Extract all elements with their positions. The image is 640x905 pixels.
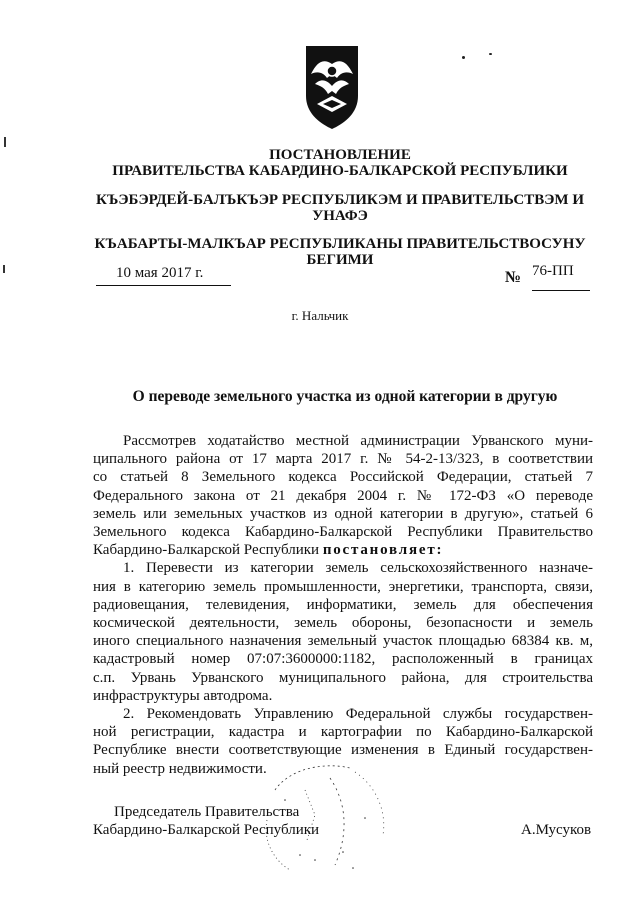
balkar-heading-line2: БЕГИМИ	[306, 252, 374, 268]
body-line: 2. Рекомендовать Управлению Федеральной службы государствен-	[123, 706, 593, 723]
balkar-heading-line1: КЪАБАРТЫ-МАЛКЪАР РЕСПУБЛИКАНЫ ПРАВИТЕЛЬСТВОСУНУ	[94, 236, 586, 252]
body-line: земель или земельных участков из одной категории в другую», статьей 6	[93, 505, 593, 522]
city-line: г. Нальчик	[291, 308, 349, 323]
number-sign: №	[505, 269, 522, 286]
document-title: О переводе земельного участка из одной категории в другую	[132, 388, 558, 405]
body-line: Земельного кодекса Кабардино-Балкарской Республики Правительство	[93, 524, 593, 541]
date-underline	[96, 285, 231, 286]
kabardian-heading-line2: УНАФЭ	[312, 208, 368, 224]
scan-speck	[489, 53, 492, 55]
body-line: кадастровый номер 07:07:3600000:1182, расположенный в границах	[93, 651, 593, 668]
body-line: Республике внести соответствующие изменения в Единый государствен-	[93, 742, 593, 759]
body-line: ципального района от 17 марта 2017 г. № 54-2-13/323, в соответствии	[93, 451, 593, 468]
document-date: 10 мая 2017 г.	[116, 265, 204, 281]
body-line: ный реестр недвижимости.	[93, 760, 267, 777]
body-line: 1. Перевести из категории земель сельскохозяйственного назначе-	[123, 560, 593, 577]
body-line: космической деятельности, земель обороны, безопасности и земель	[93, 615, 593, 632]
document-number: 76-ПП	[532, 263, 574, 279]
decree-word: постановляет:	[322, 542, 444, 559]
body-line: с.п. Урвань Урванского муниципального района, для строительства	[93, 669, 593, 686]
body-line: со статьей 8 Земельного кодекса Российской Федерации, статьей 7	[93, 469, 593, 486]
coat-of-arms-emblem	[303, 44, 361, 130]
signatory-name: А.Мусуков	[521, 822, 592, 838]
government-heading: ПРАВИТЕЛЬСТВА КАБАРДИНО-БАЛКАРСКОЙ РЕСПУБЛИКИ	[112, 163, 568, 179]
body-line: иного специального назначения земельный участок площадью 68384 кв. м,	[93, 633, 593, 650]
body-line-text: Кабардино-Балкарской Республики	[93, 542, 320, 559]
body-line	[93, 541, 593, 559]
body-line: Рассмотрев ходатайство местной администрации Урванского муни-	[123, 433, 593, 449]
document-body	[93, 432, 593, 778]
signatory-position-line2: Кабардино-Балкарской Республики	[93, 822, 320, 838]
kabardian-heading-line1: КЪЭБЭРДЕЙ-БАЛЪКЪЭР РЕСПУБЛИКЭМ И ПРАВИТЕЛЬСТВЭМ И	[96, 192, 584, 208]
body-line: инфраструктуры автодрома.	[93, 687, 273, 704]
scan-mark	[3, 265, 5, 273]
number-underline	[532, 290, 590, 291]
body-line: радиовещания, телевидения, информатики, земель для обеспечения	[93, 596, 593, 613]
doc-type-heading: ПОСТАНОВЛЕНИЕ	[269, 147, 411, 163]
scan-speck	[462, 56, 465, 59]
scan-mark	[4, 137, 6, 147]
body-line: ной регистрации, кадастра и картографии по Кабардино-Балкарской	[93, 724, 593, 741]
signatory-position-line1: Председатель Правительства	[114, 804, 300, 820]
body-line: Федерального закона от 21 декабря 2004 г. № 172-ФЗ «О переводе	[93, 487, 593, 504]
body-line: ния в категорию земель промышленности, энергетики, транспорта, связи,	[93, 578, 593, 595]
